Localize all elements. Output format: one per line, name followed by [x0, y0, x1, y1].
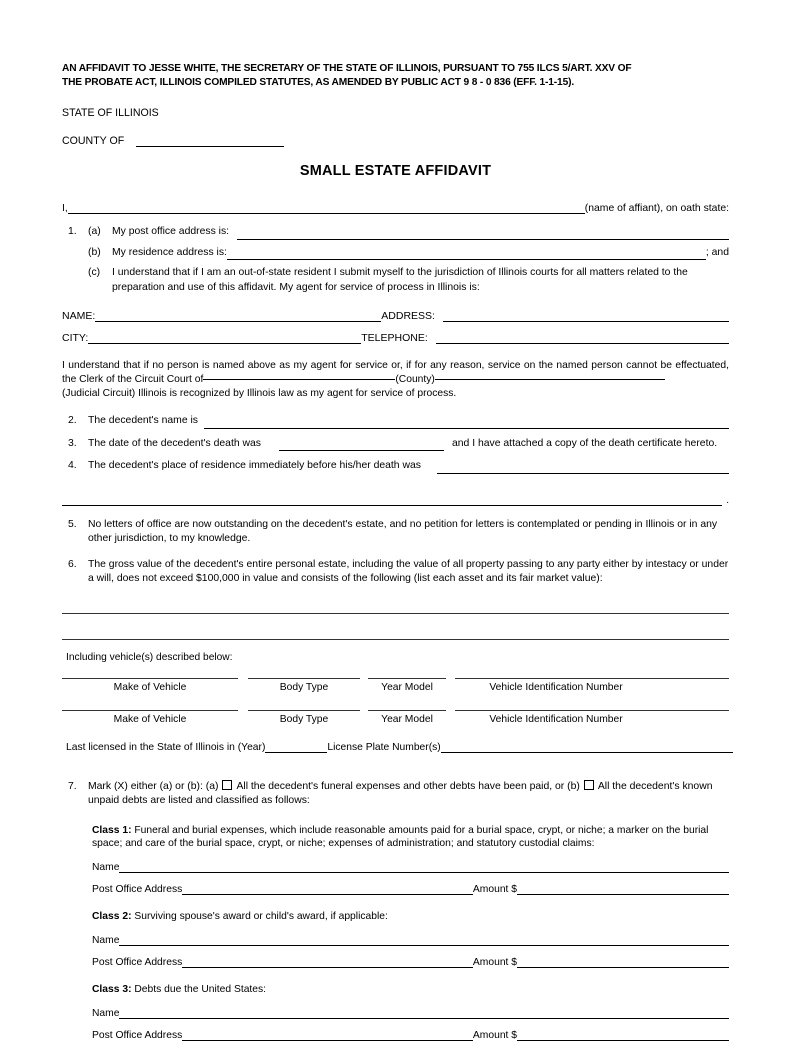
item-7-body [88, 780, 729, 809]
state-of-illinois-label: STATE OF ILLINOIS [62, 107, 159, 120]
item-1b-row [112, 246, 729, 261]
vehicle-2-year-model-input[interactable] [368, 710, 446, 711]
document-header [62, 62, 729, 90]
affiant-name-input[interactable] [68, 202, 585, 214]
affiant-suffix: (name of affiant), on oath state: [584, 203, 729, 215]
item-1a-text: My post office address is: [112, 226, 230, 238]
class-2-address-label: Post Office Address [92, 957, 183, 969]
date-of-death-input[interactable] [279, 439, 444, 451]
class-1-description: Funeral and burial expenses, which include reasonable amounts paid for a burial space, crypt, or niche; a marker on the burial space; and care of the burial space, crypt, or niche; expenses of administration; and statutory custodial claims: [92, 824, 709, 850]
last-licensed-row [62, 741, 733, 753]
class-3-address-input[interactable] [182, 1029, 473, 1041]
vehicle-2-body-type-input[interactable] [248, 710, 360, 711]
vehicle-row-2-headers [62, 711, 729, 725]
vehicle-column-year-model: Year Model [381, 681, 433, 693]
decedent-name-input[interactable] [204, 417, 729, 429]
last-licensed-year-input[interactable] [265, 741, 327, 753]
class-2-label: Class 2: [92, 911, 132, 923]
class-3-amount-input[interactable] [517, 1029, 729, 1041]
license-plate-label: License Plate Number(s) [327, 741, 441, 753]
county-row [62, 135, 729, 147]
class-1-address-label: Post Office Address [92, 884, 183, 896]
clerk-county-input[interactable] [203, 379, 395, 380]
class-1-label: Class 1: [92, 824, 132, 836]
item-6-text: The gross value of the decedent's entire personal estate, including the value of all property passing to any party either by intestacy or under a will, does not exceed $100,000 in value and consists of the following (list each asset and its fair market value): [88, 558, 729, 585]
item-6 [62, 558, 729, 587]
item-1-number: 1. [68, 226, 77, 238]
decedent-residence-input-line1[interactable] [437, 462, 729, 474]
license-plate-input[interactable] [441, 741, 733, 753]
checkbox-option-a[interactable] [222, 780, 232, 790]
header-line-2: THE PROBATE ACT, ILLINOIS COMPILED STATUTES, AS AMENDED BY PUBLIC ACT 9 8 - 0 836 (EFF. 1-1-15). [62, 77, 575, 89]
vehicle-1-body-type-input[interactable] [248, 678, 360, 679]
residence-address-input[interactable] [227, 248, 706, 260]
class-2-address-input[interactable] [182, 956, 473, 968]
agent-name-input[interactable] [95, 310, 381, 322]
vehicle-column-body-type: Body Type [279, 681, 329, 693]
item-7-lead: Mark (X) either (a) or (b): (a) [88, 780, 219, 792]
item-2-number: 2. [68, 415, 77, 427]
clerk-of-court-paragraph [62, 359, 729, 400]
agent-city-telephone-row [62, 332, 729, 344]
class-3-description: Debts due the United States: [131, 984, 267, 996]
vehicle-column-body-type-2: Body Type [279, 713, 329, 725]
vehicle-row-1-lines [62, 678, 729, 679]
class-2-name-label: Name [92, 935, 120, 947]
class-3-heading [62, 983, 729, 997]
document-body [62, 62, 729, 1041]
agent-city-label: CITY: [62, 332, 89, 345]
decedent-residence-line2-row [62, 495, 729, 506]
class-3-name-input[interactable] [119, 1007, 729, 1019]
item-1c-text: I understand that if I am an out-of-state resident I submit myself to the jurisdiction of Illinois courts for all matters related to the preparation and use of this affidavit. My agent for service of process in Illinois is: [112, 267, 688, 293]
class-1-name-row [62, 861, 729, 873]
asset-list-line-2[interactable] [62, 639, 729, 640]
item-7 [62, 780, 729, 809]
vehicles-intro: Including vehicle(s) described below: [66, 651, 233, 663]
item-1a [88, 225, 729, 240]
agent-telephone-label: TELEPHONE: [361, 332, 428, 345]
vehicle-table [62, 678, 729, 725]
item-5-text: No letters of office are now outstanding on the decedent's estate, and no petition for letters is contemplated or pending in Illinois or in any other jurisdiction, to my knowledge. [88, 518, 718, 545]
checkbox-option-b[interactable] [584, 780, 594, 790]
item-4-text: The decedent's place of residence immediately before his/her death was [88, 460, 421, 472]
class-1-amount-input[interactable] [517, 883, 729, 895]
agent-city-input[interactable] [88, 332, 361, 344]
item-3-number: 3. [68, 437, 77, 449]
item-6-number: 6. [68, 558, 77, 570]
class-1-amount-label: Amount $ [472, 884, 517, 896]
class-1-name-label: Name [92, 862, 120, 874]
item-1a-row [112, 225, 729, 240]
vehicle-row-1-headers [62, 679, 729, 693]
vehicle-column-vin-2: Vehicle Identification Number [489, 713, 623, 725]
class-2-name-row [62, 934, 729, 946]
item-1b [88, 246, 729, 261]
affiant-row [62, 202, 729, 214]
item-2-text: The decedent's name is [88, 415, 198, 427]
vehicle-1-year-model-input[interactable] [368, 678, 446, 679]
item-1b-suffix: ; and [705, 246, 729, 258]
clerk-county-marker: (County) [395, 374, 435, 385]
item-4-body [88, 459, 729, 474]
item-3-suffix: and I have attached a copy of the death certificate hereto. [451, 437, 718, 449]
item-5-number: 5. [68, 518, 77, 530]
class-2-address-row [62, 956, 729, 968]
asset-list-line-1[interactable] [62, 613, 729, 614]
vehicle-2-make-input[interactable] [62, 710, 238, 711]
vehicle-1-make-input[interactable] [62, 678, 238, 679]
class-1-address-input[interactable] [182, 883, 473, 895]
vehicle-row-2-lines [62, 710, 729, 711]
item-1b-label: (b) [88, 246, 101, 258]
item-7-option-b: All the decedent's known unpaid debts are listed and classified as follows: [88, 780, 713, 807]
class-3-label: Class 3: [92, 984, 132, 996]
agent-address-input[interactable] [443, 310, 729, 322]
item-1 [62, 225, 729, 295]
vehicle-column-make: Make of Vehicle [113, 681, 187, 693]
agent-telephone-input[interactable] [436, 332, 729, 344]
item-1c [88, 266, 729, 295]
class-3-address-row [62, 1029, 729, 1041]
class-3-amount-label: Amount $ [472, 1029, 517, 1041]
item-1a-label: (a) [88, 226, 101, 238]
item-1c-label: (c) [88, 267, 101, 279]
vehicle-1-vin-input[interactable] [455, 678, 729, 679]
agent-name-address-row [62, 310, 729, 322]
item-1-body [88, 225, 729, 295]
class-1-address-row [62, 883, 729, 895]
vehicle-column-year-model-2: Year Model [381, 713, 433, 725]
item-3-text: The date of the decedent's death was [88, 437, 261, 449]
clerk-judicial-circuit-input[interactable] [435, 379, 665, 380]
item-2-body [88, 414, 729, 429]
item-2 [62, 414, 729, 429]
class-3-name-row [62, 1007, 729, 1019]
vehicle-column-make-2: Make of Vehicle [113, 713, 187, 725]
vehicle-2-vin-input[interactable] [455, 710, 729, 711]
class-3-name-label: Name [92, 1007, 120, 1019]
item-3 [62, 437, 729, 452]
item-7-number: 7. [68, 780, 77, 792]
affiant-prefix: I, [62, 203, 68, 215]
item-3-body [88, 437, 729, 452]
class-3-address-label: Post Office Address [92, 1029, 183, 1041]
vehicle-column-vin: Vehicle Identification Number [489, 681, 623, 693]
class-1-heading [62, 824, 729, 852]
agent-address-label: ADDRESS: [381, 310, 435, 323]
clerk-paragraph-part-2: (Judicial Circuit) Illinois is recognized by Illinois law as my agent for service of process. [62, 387, 457, 399]
item-4-number: 4. [68, 460, 77, 472]
class-2-amount-label: Amount $ [472, 957, 517, 969]
post-office-address-input[interactable] [237, 228, 729, 240]
header-line-1: AN AFFIDAVIT TO JESSE WHITE, THE SECRETARY OF THE STATE OF ILLINOIS, PURSUANT TO 755 ILCS 5/ART. XXV OF [62, 63, 632, 74]
item-5 [62, 518, 729, 547]
page-title: SMALL ESTATE AFFIDAVIT [299, 163, 492, 180]
decedent-residence-input-line2[interactable] [62, 505, 722, 506]
last-licensed-label: Last licensed in the State of Illinois in (Year) [66, 741, 266, 753]
class-2-heading [62, 910, 729, 924]
clerk-paragraph-part-1: I understand that if no person is named above as my agent for service or, if for any reason, service on the named person cannot be effectuated, the Clerk of the Circuit Court of [62, 360, 729, 385]
county-label: COUNTY OF [62, 135, 125, 148]
county-input-line[interactable] [136, 146, 284, 147]
class-2-description: Surviving spouse's award or child's award, if applicable: [131, 911, 388, 923]
item-4-trailing-period: . [726, 494, 729, 506]
item-7-option-a: All the decedent's funeral expenses and other debts have been paid, or (b) [236, 780, 580, 792]
class-1-name-input[interactable] [119, 861, 729, 873]
class-2-name-input[interactable] [119, 934, 729, 946]
item-1b-text: My residence address is: [112, 246, 227, 258]
item-4 [62, 459, 729, 474]
class-2-amount-input[interactable] [517, 956, 729, 968]
agent-name-label: NAME: [62, 310, 96, 323]
